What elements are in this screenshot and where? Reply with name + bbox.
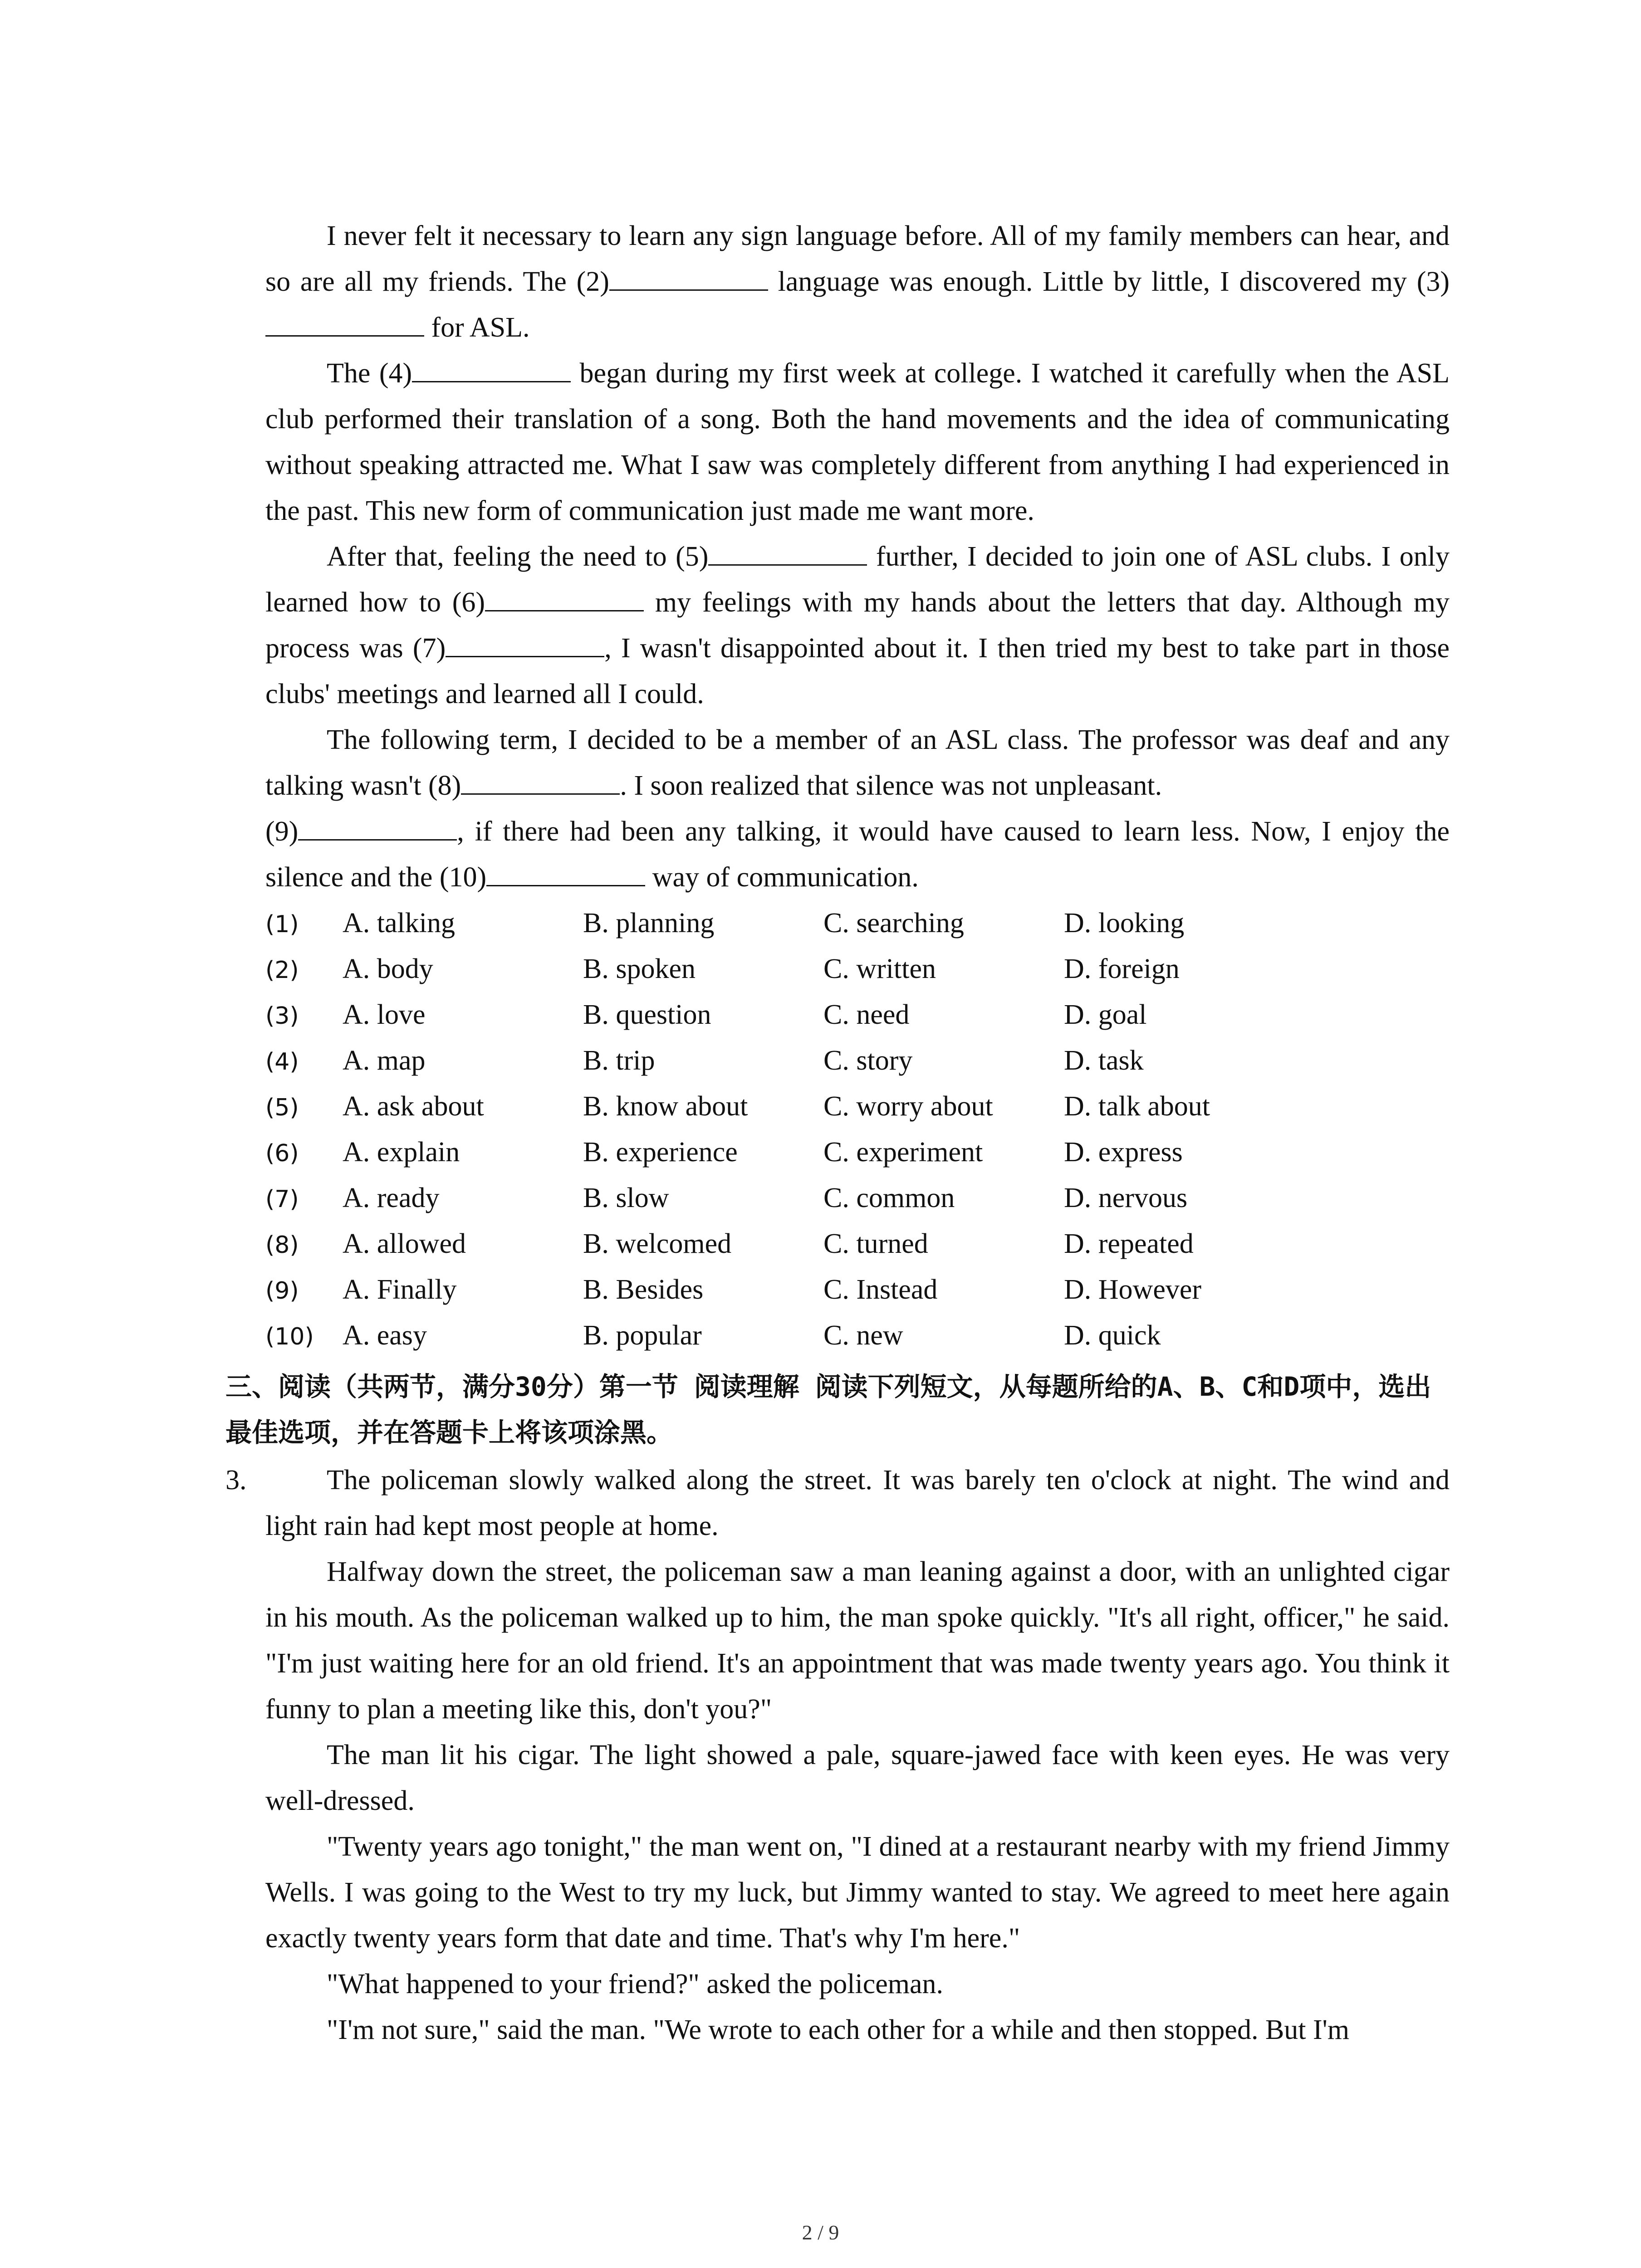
page-number: 2 / 9 [802,2221,839,2244]
answer-blank [298,813,457,841]
question-number: (5) [265,1094,299,1121]
option-row [265,1038,1450,1084]
text-span: , if there had been any talking, it would have caused to learn less. Now, I enjoy the silence and the (10) [265,816,1450,893]
text-span: The following term, I decided to be a member of an ASL class. The professor was deaf and any talking wasn't (8) [265,724,1450,801]
option-d: D. foreign [1064,953,1180,984]
option-b: B. slow [583,1183,669,1213]
option-c: C. need [823,999,910,1030]
passage-paragraph: "Twenty years ago tonight," the man went on, "I dined at a restaurant nearby with my friend Jimmy Wells. I was going to the West to try my luck, but Jimmy wanted to stay. We agreed to meet here again exactly twenty years form that date and time. That's why I'm here." [265,1831,1450,1954]
option-b: B. Besides [583,1274,704,1305]
text-span: (9) [265,816,299,847]
option-d: D. express [1064,1137,1183,1168]
option-b: B. experience [583,1137,738,1168]
option-b: B. popular [583,1320,702,1351]
option-c: C. story [823,1045,913,1076]
text-span: my feelings with my hands about the letters that day. Although my process was (7) [265,587,1450,664]
option-c: C. searching [823,908,964,938]
question-number: (6) [265,1140,299,1167]
text-span: for ASL. [424,312,530,343]
answer-blank [609,263,768,291]
answer-blank [485,584,644,611]
option-c: C. Instead [823,1274,938,1305]
text-span: I never felt it necessary to learn any sign language before. All of my family members can hear, and so are all my friends. The (2) [265,220,1450,297]
cloze-paragraph-1 [265,213,1450,351]
option-d: D. goal [1064,999,1147,1030]
option-row [265,1221,1450,1267]
text-span: way of communication. [645,862,919,893]
answer-blank [486,859,645,886]
option-d: D. However [1064,1274,1202,1305]
text-span: After that, feeling the need to (5) [327,541,709,572]
option-row [265,946,1450,992]
option-b: B. trip [583,1045,655,1076]
text-span: language was enough. Little by little, I discovered my (3) [768,266,1450,297]
option-row [265,992,1450,1038]
body-text [225,213,1450,2053]
option-d: D. quick [1064,1320,1161,1351]
option-row [265,1129,1450,1175]
option-a: A. explain [343,1137,460,1168]
passage-paragraph: "What happened to your friend?" asked the policeman. [327,1969,944,1999]
question-number: (9) [265,1277,299,1305]
question-number: 3. [225,1465,247,1496]
question-number: (3) [265,1002,299,1030]
text-span: , I wasn't disappointed about it. I then tried my best to take part in those clubs' meetings and learned all I could. [265,633,1450,709]
passage-paragraph: "I'm not sure," said the man. "We wrote to each other for a while and then stopped. But I'm [327,2014,1350,2045]
option-row [265,900,1450,946]
option-row [265,1084,1450,1129]
answer-blank [265,309,424,337]
option-a: A. Finally [343,1274,457,1305]
option-c: C. worry about [823,1091,993,1122]
cloze-paragraph-3 [265,534,1450,717]
answer-blank [446,630,604,657]
question-number: (7) [265,1186,299,1213]
question-number: (1) [265,911,299,938]
question-number: (4) [265,1048,299,1075]
passage-paragraph: The man lit his cigar. The light showed a pale, square-jawed face with keen eyes. He was very well-dressed. [265,1740,1450,1816]
option-d: D. looking [1064,908,1185,938]
option-d: D. task [1064,1045,1144,1076]
option-row [265,1267,1450,1313]
text-span: . I soon realized that silence was not unpleasant. [620,770,1162,801]
answer-blank [412,355,571,382]
question-number: (2) [265,957,299,984]
answer-blank [461,767,620,795]
option-a: A. love [343,999,426,1030]
option-d: D. talk about [1064,1091,1210,1122]
answer-blank [708,538,867,566]
cloze-paragraph-4 [265,717,1450,809]
option-c: C. turned [823,1228,928,1259]
option-row [265,1175,1450,1221]
reading-passage [225,1457,1450,2053]
option-c: C. written [823,953,936,984]
text-span: further, I decided to join one of ASL clubs. I only learned how to (6) [265,541,1450,618]
section-heading: 三、阅读（共两节，满分30分）第一节 阅读理解 阅读下列短文，从每题所给的A、B、C和D项中，选出最佳选项，并在答题卡上将该项涂黑。 [225,1371,1431,1448]
text-span: The (4) [327,358,412,389]
option-b: B. welcomed [583,1228,732,1259]
option-a: A. easy [343,1320,427,1351]
options-list [265,900,1450,1359]
option-d: D. repeated [1064,1228,1194,1259]
option-a: A. ready [343,1183,440,1213]
question-number: (8) [265,1232,299,1259]
question-number: (10) [265,1323,314,1350]
option-c: C. common [823,1183,955,1213]
option-a: A. map [343,1045,426,1076]
cloze-paragraph-2 [265,351,1450,534]
cloze-paragraph-5 [265,809,1450,900]
text-span: began during my first week at college. I watched it carefully when the ASL club performed their translation of a song. Both the hand movements and the idea of communicating without speaking attracted me. What I saw was completely different from anything I had experienced in the past. This new form of communication just made me want more. [265,358,1450,526]
option-a: A. talking [343,908,455,938]
option-a: A. allowed [343,1228,466,1259]
option-b: B. planning [583,908,715,938]
option-c: C. experiment [823,1137,983,1168]
option-c: C. new [823,1320,903,1351]
passage-paragraph: The policeman slowly walked along the street. It was barely ten o'clock at night. The wind and light rain had kept most people at home. [265,1465,1450,1541]
option-b: B. know about [583,1091,748,1122]
option-b: B. spoken [583,953,696,984]
option-row [265,1313,1450,1359]
option-a: A. body [343,953,433,984]
option-b: B. question [583,999,711,1030]
option-d: D. nervous [1064,1183,1188,1213]
option-a: A. ask about [343,1091,484,1122]
passage-paragraph: Halfway down the street, the policeman saw a man leaning against a door, with an unlighted cigar in his mouth. As the policeman walked up to him, the man spoke quickly. "It's all right, officer," he said. "I'm just waiting here for an old friend. It's an appointment that was made twenty years ago. You think it funny to plan a meeting like this, don't you?" [265,1556,1450,1725]
